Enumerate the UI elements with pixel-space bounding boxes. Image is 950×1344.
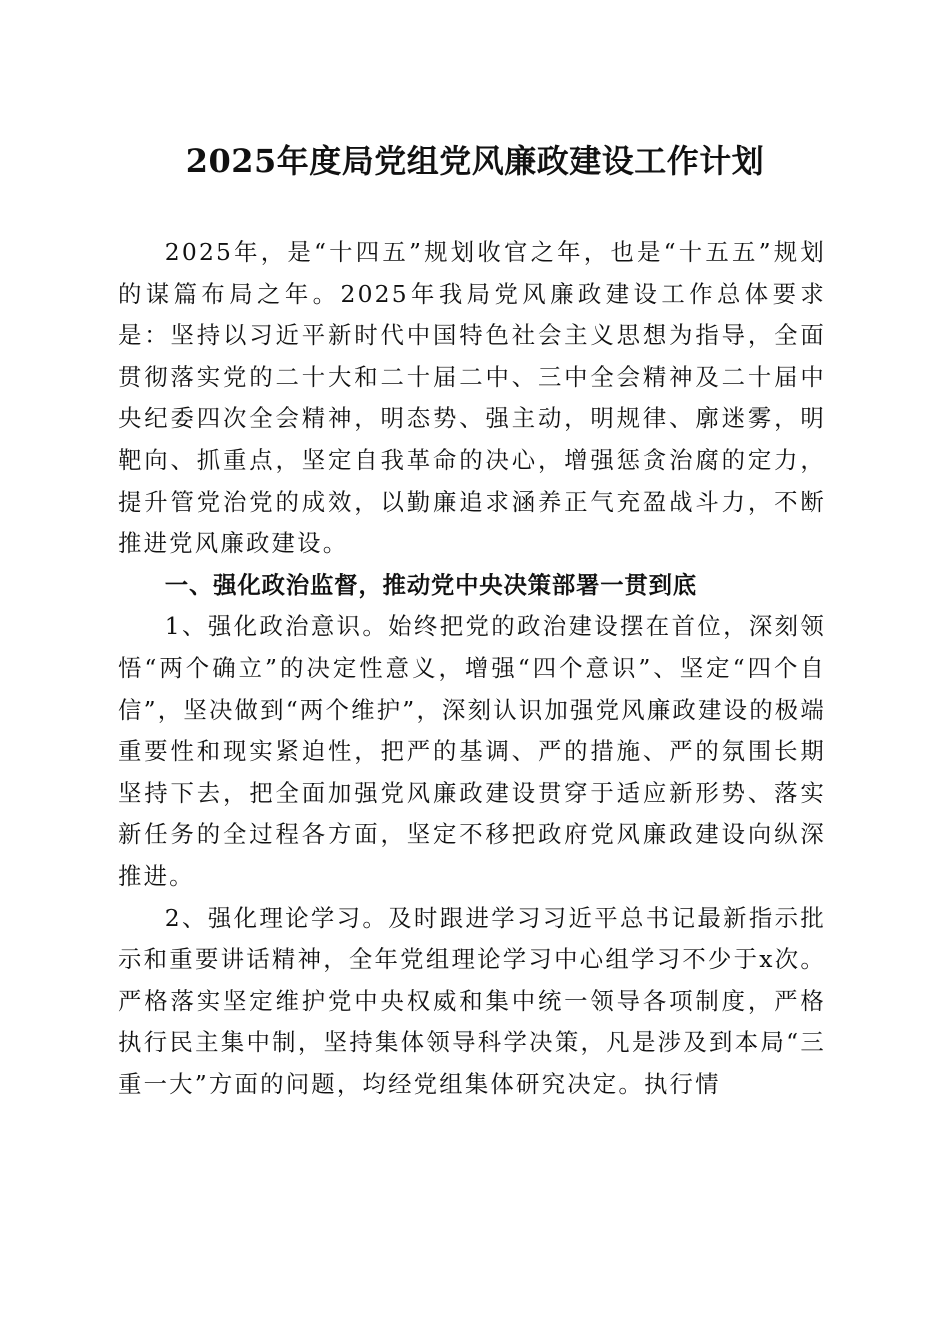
item-paragraph-2: 2、强化理论学习。及时跟进学习习近平总书记最新指示批示和重要讲话精神，全年党组理论学习中心组学习不少于x次。严格落实坚定维护党中央权威和集中统一领导各项制度，严格执行民主集中制，坚持集体领导科学决策，凡是涉及到本局“三重一大”方面的问题，均经党组集体研究决定。执行情 <box>118 903 826 1098</box>
document-body <box>118 232 826 1105</box>
item-paragraph-1: 1、强化政治意识。始终把党的政治建设摆在首位，深刻领悟“两个确立”的决定性意义，增强“四个意识”、坚定“四个自信”，坚决做到“两个维护”，深刻认识加强党风廉政建设的极端重要性和现实紧迫性，把严的基调、严的措施、严的氛围长期坚持下去，把全面加强党风廉政建设贯穿于适应新形势、落实新任务的全过程各方面，坚定不移把政府党风廉政建设向纵深推进。 <box>118 612 826 890</box>
document-title: 2025年度局党组党风廉政建设工作计划 <box>185 142 765 180</box>
intro-paragraph: 2025年，是“十四五”规划收官之年，也是“十五五”规划的谋篇布局之年。2025年我局党风廉政建设工作总体要求是：坚持以习近平新时代中国特色社会主义思想为指导，全面贯彻落实党的二十大和二十届二中、三中全会精神及二十届中央纪委四次全会精神，明态势、强主动，明规律、廓迷雾，明靶向、抓重点，坚定自我革命的决心，增强惩贪治腐的定力，提升管党治党的成效，以勤廉追求涵养正气充盈战斗力，不断推进党风廉政建设。 <box>118 238 826 558</box>
section-heading-1: 一、强化政治监督，推动党中央决策部署一贯到底 <box>164 570 697 599</box>
